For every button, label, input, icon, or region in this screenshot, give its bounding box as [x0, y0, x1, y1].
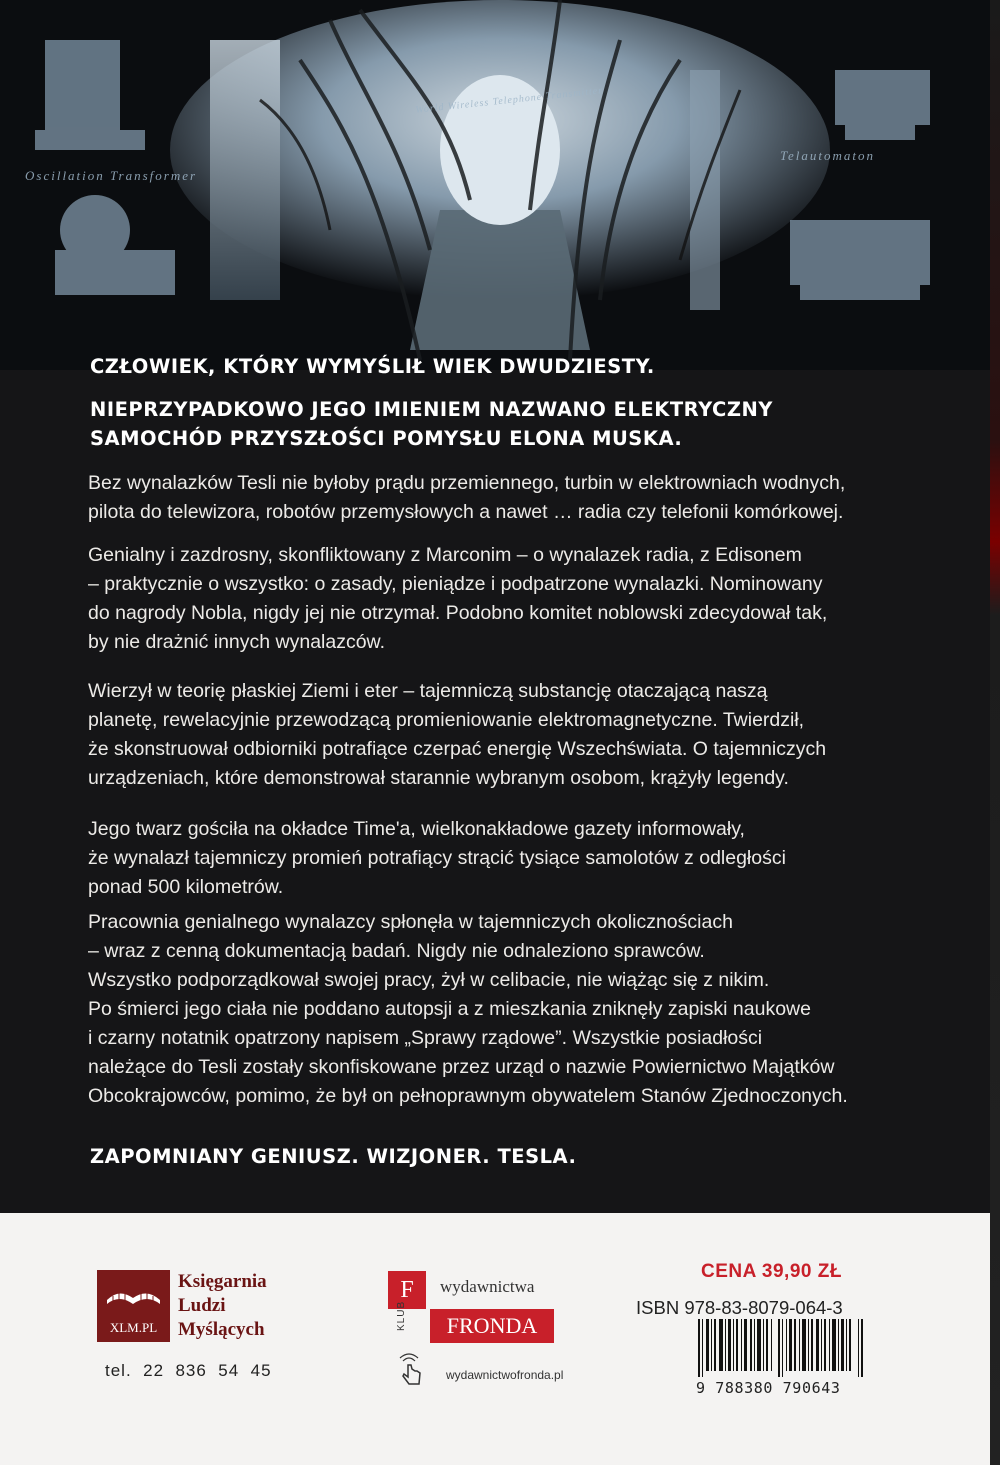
paragraph-1 [88, 469, 958, 527]
isbn-number: ISBN 978-83-8079-064-3 [636, 1297, 843, 1318]
paragraph-line: że wynalazł tajemniczy promień potrafiący strącić tysiące samolotów z odległości [88, 847, 786, 869]
xlm-logo [97, 1270, 170, 1342]
telephone-number: tel. 22 836 54 45 [105, 1361, 272, 1380]
paragraph-5 [88, 908, 958, 1111]
headline-2-line-1: NIEPRZYPADKOWO JEGO IMIENIEM NAZWANO ELEKTRYCZNY [90, 398, 773, 421]
paragraph-line: – wraz z cenną dokumentacją badań. Nigdy nie odnaleziono sprawców. [88, 940, 705, 962]
paragraph-line: do nagrody Nobla, nigdy jej nie otrzymał. Podobno komitet noblowski zdecydował tak, [88, 602, 828, 624]
xlm-name-line: Księgarnia [178, 1271, 267, 1292]
paragraph-line: Obcokrajowców, pomimo, że był on pełnoprawnym obywatelem Stanów Zjednoczonych. [88, 1085, 848, 1107]
xlm-logo-label: XLM.PL [109, 1320, 158, 1335]
paragraph-line: urządzeniach, które demonstrował starannie wybranym osobom, krążyły legendy. [88, 767, 789, 789]
barcode-digits: 9 788380 790643 [696, 1379, 841, 1397]
xlm-name-line: Ludzi [178, 1295, 226, 1316]
paragraph-3 [88, 677, 958, 793]
fronda-logo: FRONDA [430, 1309, 554, 1343]
fronda-f-mark: F [388, 1271, 426, 1309]
paragraph-4 [88, 815, 958, 902]
headline-1: CZŁOWIEK, KTÓRY WYMYŚLIŁ WIEK DWUDZIESTY. [90, 355, 655, 378]
artwork-caption-oscillator: Oscillation Transformer [25, 168, 198, 183]
fronda-wydawnictwa-label: wydawnictwa [440, 1277, 535, 1296]
xlm-name-line: Myślących [178, 1319, 265, 1340]
paragraph-line: Bez wynalazków Tesli nie byłoby prądu przemiennego, turbin w elektrowniach wodnych, [88, 472, 846, 494]
paragraph-line: należące do Tesli zostały skonfiskowane przez urząd o nazwie Powiernictwo Majątków [88, 1056, 835, 1078]
paragraph-line: Pracownia genialnego wynalazcy spłonęła w tajemniczych okolicznościach [88, 911, 733, 933]
artwork-caption-telautomaton: Telautomaton [780, 148, 876, 163]
barcode [698, 1319, 866, 1377]
fronda-website: wydawnictwofronda.pl [446, 1368, 564, 1382]
paragraph-2 [88, 541, 958, 657]
paragraph-line: że skonstruował odbiorniki potrafiące czerpać energię Wszechświata. O tajemniczych [88, 738, 827, 760]
paragraph-line: Genialny i zazdrosny, skonfliktowany z Marconim – o wynalazek radia, z Edisonem [88, 544, 802, 566]
paragraph-line: pilota do telewizora, robotów przemysłowych a nawet … radia czy telefonii komórkowej. [88, 501, 844, 523]
tap-hand-icon [396, 1353, 426, 1387]
paragraph-line: Jego twarz gościła na okładce Time'a, wielkonakładowe gazety informowały, [88, 818, 745, 840]
paragraph-line: by nie drażnić innych wynalazców. [88, 631, 385, 653]
artwork-caption-transmitter: World Wireless Telephone Transmitter [414, 85, 604, 116]
book-spine-edge [990, 0, 1000, 1465]
paragraph-line: Wierzył w teorię płaskiej Ziemi i eter – tajemniczą substancję otaczającą naszą [88, 680, 768, 702]
paragraph-line: Po śmierci jego ciała nie poddano autopsji a z mieszkania zniknęły zapiski naukowe [88, 998, 811, 1020]
fronda-klub-label: KLUB [396, 1300, 407, 1331]
xlm-bookstore-name [178, 1270, 267, 1342]
paragraph-line: – praktycznie o wszystko: o zasady, pieniądze i podpatrzone wynalazki. Nominowany [88, 573, 823, 595]
headline-2-line-2: SAMOCHÓD PRZYSZŁOŚCI POMYSŁU ELONA MUSKA. [90, 427, 683, 450]
price-label: CENA 39,90 ZŁ [701, 1261, 842, 1282]
closing-tagline: ZAPOMNIANY GENIUSZ. WIZJONER. TESLA. [90, 1145, 577, 1168]
open-book-icon [97, 1270, 170, 1315]
paragraph-line: planetę, rewelacyjnie przewodzącą promieniowanie elektromagnetyczne. Twierdził, [88, 709, 805, 731]
paragraph-line: i czarny notatnik opatrzony napisem „Sprawy rządowe”. Wszystkie posiadłości [88, 1027, 763, 1049]
paragraph-line: ponad 500 kilometrów. [88, 876, 284, 898]
artwork-illustration [0, 0, 990, 370]
paragraph-line: Wszystko podporządkował swojej pracy, żył w celibacie, nie wiążąc się z nikim. [88, 969, 770, 991]
back-cover-footer [0, 1213, 990, 1465]
cover-artwork [0, 0, 990, 370]
